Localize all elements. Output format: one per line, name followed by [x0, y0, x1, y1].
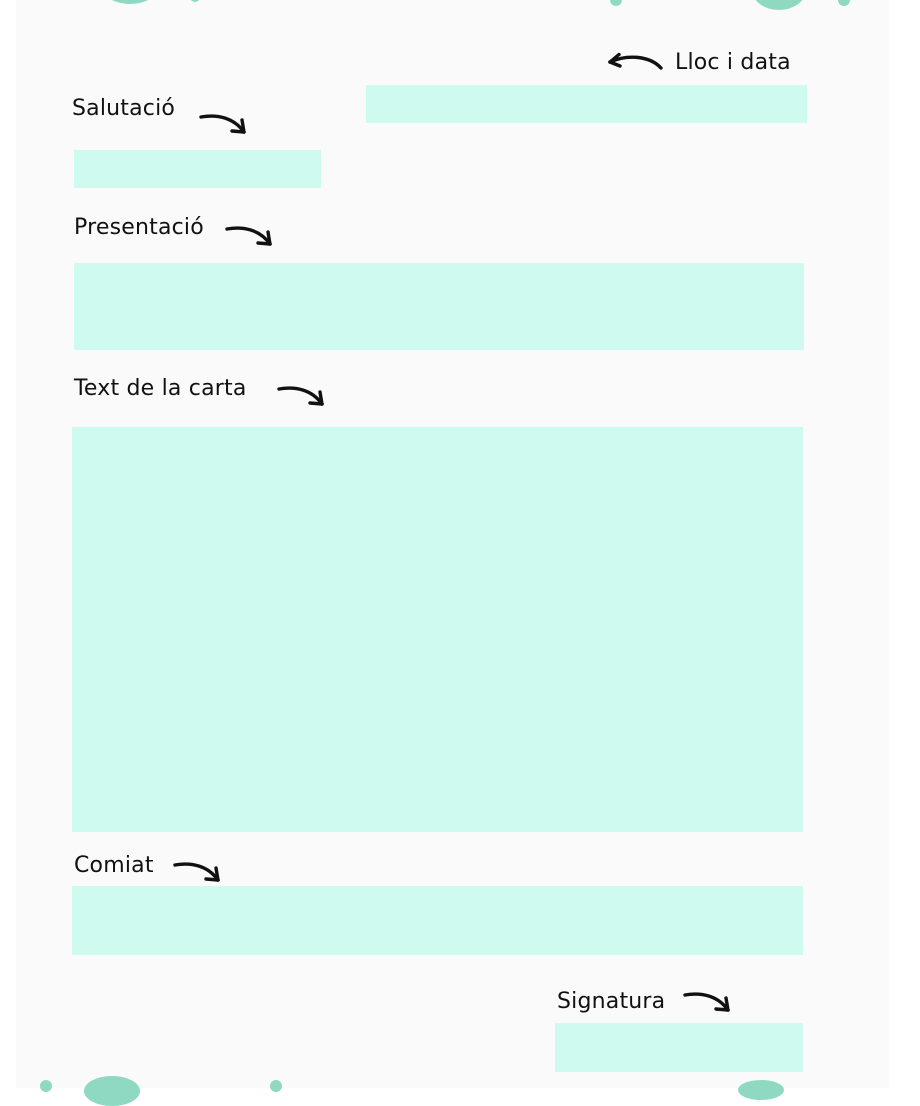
curved-arrow-down-right-icon [682, 990, 734, 1016]
farewell-field[interactable] [72, 886, 803, 955]
place-date-field[interactable] [366, 85, 807, 123]
introduction-field[interactable] [74, 263, 804, 350]
curved-arrow-down-right-icon [198, 112, 250, 138]
curved-arrow-left-icon [606, 52, 664, 72]
greeting-label: Salutació [72, 96, 176, 121]
greeting-field[interactable] [74, 150, 321, 188]
introduction-label: Presentació [74, 215, 204, 240]
curved-arrow-down-right-icon [224, 224, 276, 250]
signature-field[interactable] [555, 1023, 803, 1072]
decorative-dot [84, 1076, 140, 1106]
decorative-dot [40, 1080, 52, 1092]
letter-text-field[interactable] [72, 427, 803, 832]
letter-text-label: Text de la carta [74, 376, 247, 401]
decorative-dot [738, 1080, 784, 1100]
curved-arrow-down-right-icon [276, 384, 328, 410]
farewell-label: Comiat [74, 853, 154, 878]
signature-label: Signatura [557, 989, 666, 1014]
decorative-dot [270, 1080, 282, 1092]
place-date-label: Lloc i data [675, 50, 791, 75]
curved-arrow-down-right-icon [172, 860, 224, 886]
